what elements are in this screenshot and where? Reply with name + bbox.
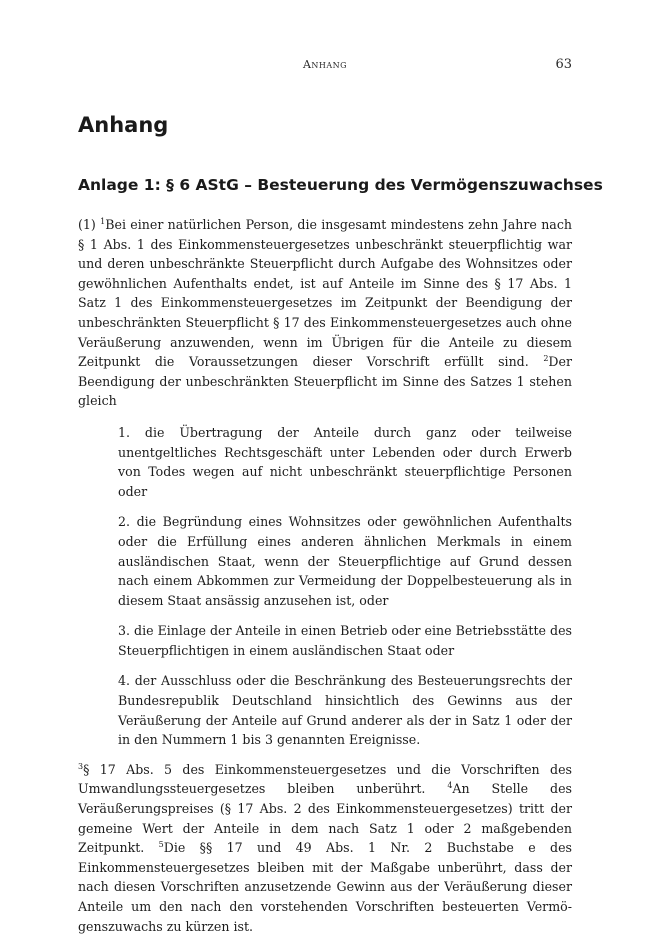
sentence-number: 1 bbox=[100, 216, 106, 226]
running-title: Anhang bbox=[302, 58, 348, 71]
sentence-text: Der Beendigung der unbeschränkten Steuerpflicht im Sinne des Satzes 1 stehen gleich bbox=[78, 354, 572, 409]
paragraph-2 bbox=[78, 760, 572, 936]
body-text bbox=[78, 215, 572, 936]
list-item: 4. der Ausschluss oder die Beschränkung des Besteuerungsrechts der Bundesrepublik Deutschland hinsichtlich des Gewinns aus der Veräußerung der Anteile auf Grund anderer als der in Satz 1 oder der in den Nummern 1 bis 3 genannten Ereignisse. bbox=[118, 673, 572, 748]
section-title: Anlage 1: § 6 AStG – Besteuerung des Vermögenszuwachses bbox=[78, 176, 603, 194]
sentence-text: Bei einer natürlichen Person, die insgesamt mindestens zehn Jahre nach § 1 Abs. 1 des Einkommensteuergesetzes unbeschränkt steuerpflichtig war und deren unbeschränkte Steuerpflicht durch Aufgabe des Wohnsitzes oder gewöhnlichen Aufenthalts endet, ist auf Anteile im Sinne des § 17 Abs. 1 Satz 1 des Einkommensteuergesetzes im Zeitpunkt der Beendigung der unbeschränkten Steuerpflicht § 17 des Einkommensteuergesetzes auch ohne Veräußerung anzuwenden, wenn im Übrigen für die Anteile zu diesem Zeitpunkt die Voraussetzungen dieser Vorschrift erfüllt sind. bbox=[78, 217, 572, 370]
list-item: 3. die Einlage der Anteile in einen Betrieb oder eine Betriebsstätte des Steuerpflichtigen in einem ausländischen Staat oder bbox=[118, 623, 572, 658]
list-item: 2. die Begründung eines Wohnsitzes oder gewöhnlichen Aufenthalts oder die Erfüllung eines anderen ähnlichen Merkmals in einem ausländischen Staat, wenn der Steuerpflichtige auf Grund dessen nach einem Abkommen zur Vermeidung der Doppelbesteuerung als in diesem Staat ansässig anzusehen ist, oder bbox=[118, 514, 572, 608]
enumeration-list bbox=[78, 423, 572, 750]
sentence-number: 4 bbox=[447, 781, 453, 791]
list-item: 1. die Übertragung der Anteile durch ganz oder teilweise unentgeltliches Rechtsgeschäft unter Lebenden oder durch Erwerb von Todes wegen auf nicht unbeschränkt steuerpflichtige Personen oder bbox=[118, 424, 572, 499]
sentence-text: § 17 Abs. 5 des Einkommensteuergesetzes und die Vorschriften des Umwandlungssteuergesetzes bleiben unberührt. bbox=[78, 761, 572, 797]
paragraph-1 bbox=[78, 215, 572, 411]
sentence-number: 2 bbox=[543, 353, 549, 363]
sentence-text: Die §§ 17 und 49 Abs. 1 Nr. 2 Buchstabe e des Einkommensteuergesetzes bleiben mit der Maßgabe unberührt, dass der nach diesen Vorschriften anzusetzende Gewinn aus der Veräußerung dieser Anteile um den nach den vorstehenden Vorschriften besteuerten Vermögenszuwachs zu kürzen ist. bbox=[78, 840, 572, 934]
sentence-number: 5 bbox=[158, 840, 164, 850]
page-number: 63 bbox=[555, 57, 572, 72]
sentence-number: 3 bbox=[78, 761, 84, 771]
sentence-text: An Stelle des Veräußerungspreises (§ 17 Abs. 2 des Einkommensteuergesetzes) tritt der gemeine Wert der Anteile in dem nach Satz 1 oder 2 maßgebenden Zeitpunkt. bbox=[78, 781, 572, 856]
paragraph-number: (1) bbox=[78, 217, 96, 232]
chapter-title: Anhang bbox=[78, 113, 169, 137]
